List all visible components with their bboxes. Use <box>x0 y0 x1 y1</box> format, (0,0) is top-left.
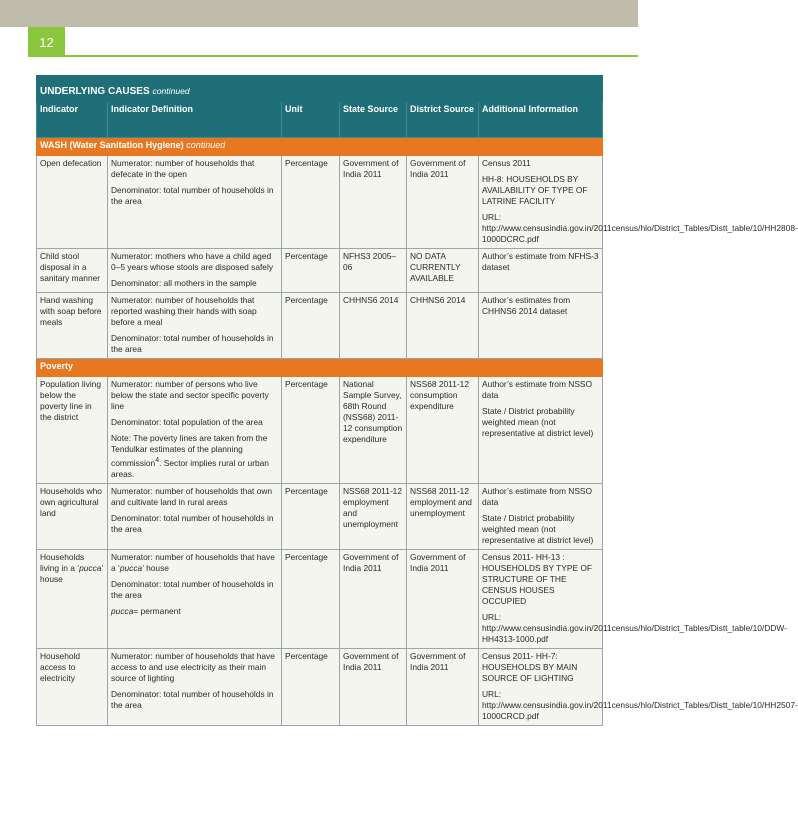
info-line: Author’s estimates from CHHNS6 2014 dataset <box>482 295 571 316</box>
cell-indicator: Household access to electricity <box>37 648 108 725</box>
category-title <box>37 359 603 377</box>
definition-numerator: Numerator: mothers who have a child aged 0–5 years whose stools are disposed safely <box>111 251 274 272</box>
definition-numerator: Numerator: number of households that have access to and use electricity as their main source of lighting <box>111 650 275 683</box>
header-indicator: Indicator <box>37 102 108 138</box>
definition-denominator: Denominator: all mothers in the sample <box>111 278 257 288</box>
cell-district-source: Government of India 2011 <box>407 648 479 725</box>
cell-indicator: Open defecation <box>37 156 108 249</box>
cell-definition <box>108 156 282 249</box>
cell-definition <box>108 377 282 484</box>
info-line: Author’s estimate from NSSO data <box>482 379 592 400</box>
cell-indicator: Population living below the poverty line in the district <box>37 377 108 484</box>
cell-indicator: Households who own agricultural land <box>37 483 108 549</box>
header-district-source: District Source <box>407 102 479 138</box>
cell-additional-info <box>479 648 798 725</box>
footnote-marker: 4 <box>155 457 160 464</box>
note-text: . Sector implies rural or urban areas. <box>111 457 269 479</box>
category-row-wash <box>37 138 603 156</box>
table-row <box>37 549 603 648</box>
info-url: URL: http://www.censusindia.gov.in/2011census/hlo/District_Tables/Distt_table/10/HH2808-1000DCRC.pdf <box>482 212 798 244</box>
definition-term: pucca <box>119 562 143 573</box>
cell-district-source: CHHNS6 2014 <box>407 293 479 359</box>
info-line: Author’s estimate from NSSO data <box>482 485 592 507</box>
header-state-source: State Source <box>340 102 407 138</box>
indicator-text: ’ house <box>40 562 104 584</box>
definition-denominator: Denominator: total population of the area <box>111 417 263 427</box>
definition-numerator: Numerator: number of households that reported washing their hands with soap before a meal <box>111 295 257 327</box>
header-additional-info: Additional Information <box>479 102 603 138</box>
table-row <box>37 377 603 484</box>
cell-additional-info <box>479 377 603 484</box>
section-title <box>37 76 603 102</box>
info-line: HH-8: HOUSEHOLDS BY AVAILABILITY OF TYPE OF LATRINE FACILITY <box>482 174 588 206</box>
definition-numerator: Numerator: number of persons who live below the state and sector specific poverty line <box>111 379 269 411</box>
info-line: Census 2011- HH-13 : HOUSEHOLDS BY TYPE OF STRUCTURE OF THE CENSUS HOUSES OCCUPIED <box>482 551 592 606</box>
cell-definition <box>108 549 282 648</box>
cell-additional-info <box>479 549 787 648</box>
cell-unit: Percentage <box>282 483 340 549</box>
cell-state-source: NFHS3 2005–06 <box>340 249 407 293</box>
cell-district-source: Government of India 2011 <box>407 549 479 648</box>
category-continued: continued <box>186 140 226 150</box>
header-unit: Unit <box>282 102 340 138</box>
definition-glossary <box>111 606 278 617</box>
cell-district-source: Government of India 2011 <box>407 156 479 249</box>
definition-numerator: Numerator: number of households that defecate in the open <box>111 158 255 179</box>
info-line: Author’s estimate from NFHS-3 dataset <box>482 251 599 272</box>
definition-denominator: Denominator: total number of households in the area <box>111 512 274 534</box>
indicator-table <box>36 75 798 726</box>
definition-text: Numerator: number of households that have a ‘ <box>111 551 275 573</box>
info-url: URL: http://www.censusindia.gov.in/2011census/hlo/District_Tables/Distt_table/10/HH2507-1000CRCD.pdf <box>482 688 798 721</box>
cell-unit: Percentage <box>282 549 340 648</box>
indicator-term: pucca <box>79 562 102 573</box>
info-line: Census 2011- HH-7: HOUSEHOLDS BY MAIN SOURCE OF LIGHTING <box>482 650 578 683</box>
cell-additional-info <box>479 156 798 249</box>
glossary-term: pucca <box>111 605 134 616</box>
definition-denominator: Denominator: total number of households in the area <box>111 333 274 354</box>
table-row <box>37 293 603 359</box>
category-label: Poverty <box>40 361 74 371</box>
cell-unit: Percentage <box>282 648 340 725</box>
table-row <box>37 156 603 249</box>
table-row <box>37 483 603 549</box>
definition-numerator <box>111 552 278 574</box>
cell-definition <box>108 249 282 293</box>
definition-text: ’ house <box>142 562 169 573</box>
definition-note <box>111 433 278 480</box>
cell-definition <box>108 483 282 549</box>
definition-numerator: Numerator: number of households that own and cultivate land in rural areas <box>111 485 273 507</box>
cell-additional-info <box>479 293 603 359</box>
cell-indicator: Hand washing with soap before meals <box>37 293 108 359</box>
cell-unit: Percentage <box>282 293 340 359</box>
definition-denominator: Denominator: total number of households in the area <box>111 688 274 710</box>
info-line: State / District probability weighted mean (not representative at district level) <box>482 406 594 438</box>
cell-district-source: NO DATA CURRENTLY AVAILABLE <box>407 249 479 293</box>
cell-state-source: CHHNS6 2014 <box>340 293 407 359</box>
column-header-row <box>37 102 603 138</box>
category-label: WASH (Water Sanitation Hygiene) <box>40 140 184 150</box>
glossary-text: = permanent <box>133 605 181 616</box>
table-row <box>37 249 603 293</box>
definition-denominator: Denominator: total number of households in the area <box>111 185 274 206</box>
cell-state-source: National Sample Survey, 68th Round (NSS68) 2011-12 consumption expenditure <box>340 377 407 484</box>
info-line: Census 2011 <box>482 158 531 168</box>
category-row-poverty <box>37 359 603 377</box>
info-line: State / District probability weighted mean (not representative at district level) <box>482 512 594 545</box>
cell-district-source: NSS68 2011-12 consumption expenditure <box>407 377 479 484</box>
cell-state-source: Government of India 2011 <box>340 549 407 648</box>
page-number: 12 <box>28 27 65 57</box>
cell-district-source: NSS68 2011-12 employment and unemployment <box>407 483 479 549</box>
info-url: URL: http://www.censusindia.gov.in/2011census/hlo/District_Tables/Distt_table/10/DDW-HH4313-1000.pdf <box>482 611 787 644</box>
indicator-text: Households living in a ‘ <box>40 551 85 573</box>
section-title-row <box>37 76 603 102</box>
cell-indicator <box>37 549 108 648</box>
cell-state-source: Government of India 2011 <box>340 648 407 725</box>
top-banner <box>0 0 638 27</box>
section-title-text: UNDERLYING CAUSES <box>40 86 150 97</box>
cell-unit: Percentage <box>282 377 340 484</box>
cell-state-source: Government of India 2011 <box>340 156 407 249</box>
cell-unit: Percentage <box>282 249 340 293</box>
definition-denominator: Denominator: total number of households in the area <box>111 578 274 600</box>
cell-definition <box>108 293 282 359</box>
cell-additional-info <box>479 249 603 293</box>
cell-additional-info <box>479 483 603 549</box>
header-rule <box>65 55 638 57</box>
category-title <box>37 138 603 156</box>
cell-definition <box>108 648 282 725</box>
cell-unit: Percentage <box>282 156 340 249</box>
cell-state-source: NSS68 2011-12 employment and unemployment <box>340 483 407 549</box>
table-row <box>37 648 603 725</box>
cell-indicator: Child stool disposal in a sanitary manner <box>37 249 108 293</box>
section-continued: continued <box>152 86 190 96</box>
header-definition: Indicator Definition <box>108 102 282 138</box>
note-text: Note: The poverty lines are taken from the Tendulkar estimates of the planning commission <box>111 433 268 468</box>
